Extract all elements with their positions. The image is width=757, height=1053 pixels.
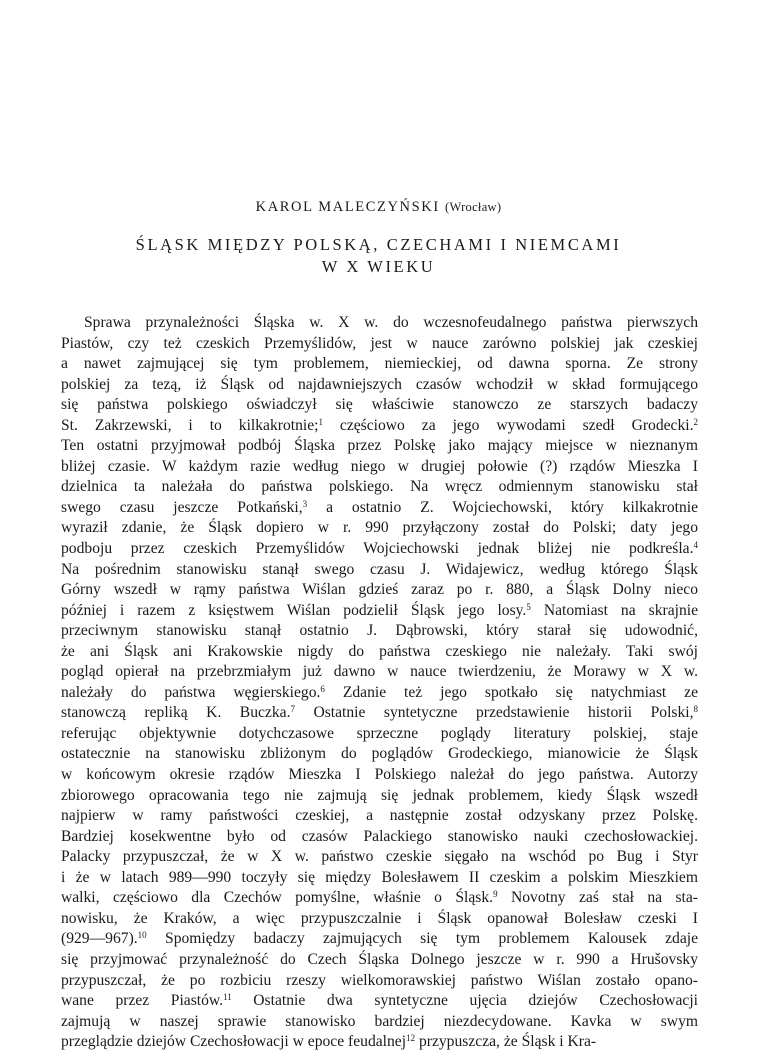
title-line: W X WIEKU	[321, 257, 436, 276]
text-line: przeciwnym stanowisku stanął ostatnio J. Dąbrowski, który starał się udowodnić,	[61, 622, 698, 640]
text-line: (929—967).$^{10}$ Spomiędzy badaczy zajmujących się tym problemem Kalousek zdaje	[61, 930, 698, 948]
text-line: i że w latach 989—990 toczyły się między Bolesławem II czeskim a polskim Mieszkiem	[61, 868, 698, 886]
text-line: Górny wszedł w rąmy państwa Wiślan gdzieś zaraz po r. 880, a Śląsk Dolny nieco	[61, 581, 698, 599]
footnote-marker: 7	[290, 704, 295, 715]
text-line: zajmują w naszej sprawie stanowisko bardziej niezdecydowane. Kavka w swym	[61, 1012, 698, 1030]
body-paragraph	[61, 313, 698, 1053]
text-line: przypuszczał, że po rozbiciu rzeszy wielkomorawskiej państwo Wiślan zostało opano-	[61, 971, 698, 989]
text-line: Bardziej kosekwentne było od czasów Palackiego stanowisko nauki czechosłowackiej.	[61, 827, 698, 845]
footnote-marker: 11	[223, 992, 232, 1003]
text-line: nowisku, że Kraków, a więc przypuszczalnie i Śląsk opanował Bolesław czeski I	[61, 909, 698, 927]
text-line: a nawet zajmującej się tym problemem, niemieckiej, od dawna sporna. Ze strony	[61, 355, 698, 373]
text-line: dzielnica ta należała do państwa polskiego. Na wręcz odmiennym stanowisku stał	[61, 478, 698, 496]
text-line: przeglądzie dziejów Czechosłowacji w epoce feudalnej$^{12}$ przypuszcza, że Śląsk i Kra-	[61, 1033, 597, 1051]
text-line: najpierw w ramy państwości czeskiej, a następnie został odzyskany przez Polskę.	[61, 807, 698, 825]
text-line: Ten ostatni przyjmował podbój Śląska przez Polskę jako mający miejsce w nieznanym	[61, 437, 698, 455]
text-line: że ani Śląsk ani Krakowskie nigdy do państwa czeskiego nie należały. Taki swój	[61, 642, 698, 660]
footnote-marker: 10	[137, 930, 147, 941]
text-line: St. Zakrzewski, i to kilkakrotnie;$^1$ częściowo za jego wywodami szedł Grodecki.$^2$	[61, 416, 698, 434]
article-title	[0, 234, 757, 278]
text-line: walki, częściowo dla Czechów pomyślne, właśnie o Śląsk.$^9$ Novotny zaś stał na sta-	[61, 889, 698, 907]
footnote-marker: 1	[318, 416, 323, 427]
text-line: się państwa polskiego oświadczył się właściwie stanowczo ze starszych badaczy	[61, 396, 698, 414]
footnote-marker: 9	[493, 889, 498, 900]
footnote-marker: 8	[693, 704, 698, 715]
footnote-marker: 3	[302, 498, 308, 509]
text-line: stanowczą repliką K. Buczka.$^7$ Ostatnie syntetyczne przedstawienie historii Polski,$^8$	[61, 704, 698, 722]
text-line: wane przez Piastów.$^{11}$ Ostatnie dwa syntetyczne ujęcia dziejów Czechosłowacji	[61, 992, 698, 1010]
footnote-marker: 6	[320, 683, 325, 694]
title-line: ŚLĄSK MIĘDZY POLSKĄ, CZECHAMI I NIEMCAMI	[135, 235, 622, 254]
footnote-marker: 5	[526, 601, 531, 612]
text-line: Piastów, czy też czeskich Przemyślidów, jest w nauce zarówno polskiej jak czeskiej	[61, 334, 698, 352]
author-affiliation: (Wrocław)	[445, 200, 502, 214]
text-line: należały do państwa węgierskiego.$^6$ Zdanie też jego spotkało się natychmiast ze	[61, 683, 698, 701]
text-line: Sprawa przynależności Śląska w. X w. do wczesnofeudalnego państwa pierwszych	[84, 314, 698, 331]
text-line: polskiej za tezą, iż Śląsk od najdawniejszych czasów wchodził w skład formującego	[61, 375, 698, 393]
text-line: wyraził zdanie, że Śląsk dopiero w r. 990 przyłączony został do Polski; daty jego	[61, 519, 698, 537]
text-line: Palacky przypuszczał, że w X w. państwo czeskie sięgało na wschód po Bug i Styr	[61, 848, 698, 866]
author-line	[0, 199, 757, 216]
footnote-marker: 2	[693, 416, 698, 427]
text-line: swego czasu jeszcze Potkański,$^3$ a ostatnio Z. Wojciechowski, który kilkakrotnie	[61, 498, 699, 516]
text-line: Na pośrednim stanowisku stanął swego czasu J. Widajewicz, według którego Śląsk	[61, 560, 698, 578]
text-line: bliżej czasie. W każdym razie według niego w drugiej połowie (?) rządów Mieszka I	[61, 457, 698, 475]
author-name: KAROL MALECZYŃSKI	[255, 199, 440, 215]
text-line: później i razem z księstwem Wiślan podzielił Śląsk jego losy.$^5$ Natomiast na skrajnie	[61, 601, 698, 619]
text-line: w końcowym okresie rządów Mieszka I Polskiego należał do jego państwa. Autorzy	[61, 766, 698, 784]
text-line: podboju przez czeskich Przemyślidów Wojciechowski jednak bliżej nie podkreśla.$^4$	[61, 540, 698, 558]
text-line: się przyjmować przynależność do Czech Śląska Dolnego jeszcze w r. 990 a Hrušovsky	[61, 950, 698, 968]
text-line: referując objektywnie dotychczasowe sprzeczne poglądy literatury polskiej, staje	[61, 724, 698, 742]
footnote-marker: 12	[406, 1033, 416, 1044]
text-line: ostatecznie na stanowisku zbliżonym do poglądów Grodeckiego, mianowicie że Śląsk	[61, 745, 698, 763]
text-line: pogląd opierał na przebrzmiałym już dawno w nauce twierdzeniu, że Morawy w X w.	[61, 663, 698, 681]
footnote-marker: 4	[693, 540, 698, 551]
text-line: zbiorowego opracowania tego nie zajmują się jednak problemem, kiedy Śląsk wszedł	[61, 786, 698, 804]
